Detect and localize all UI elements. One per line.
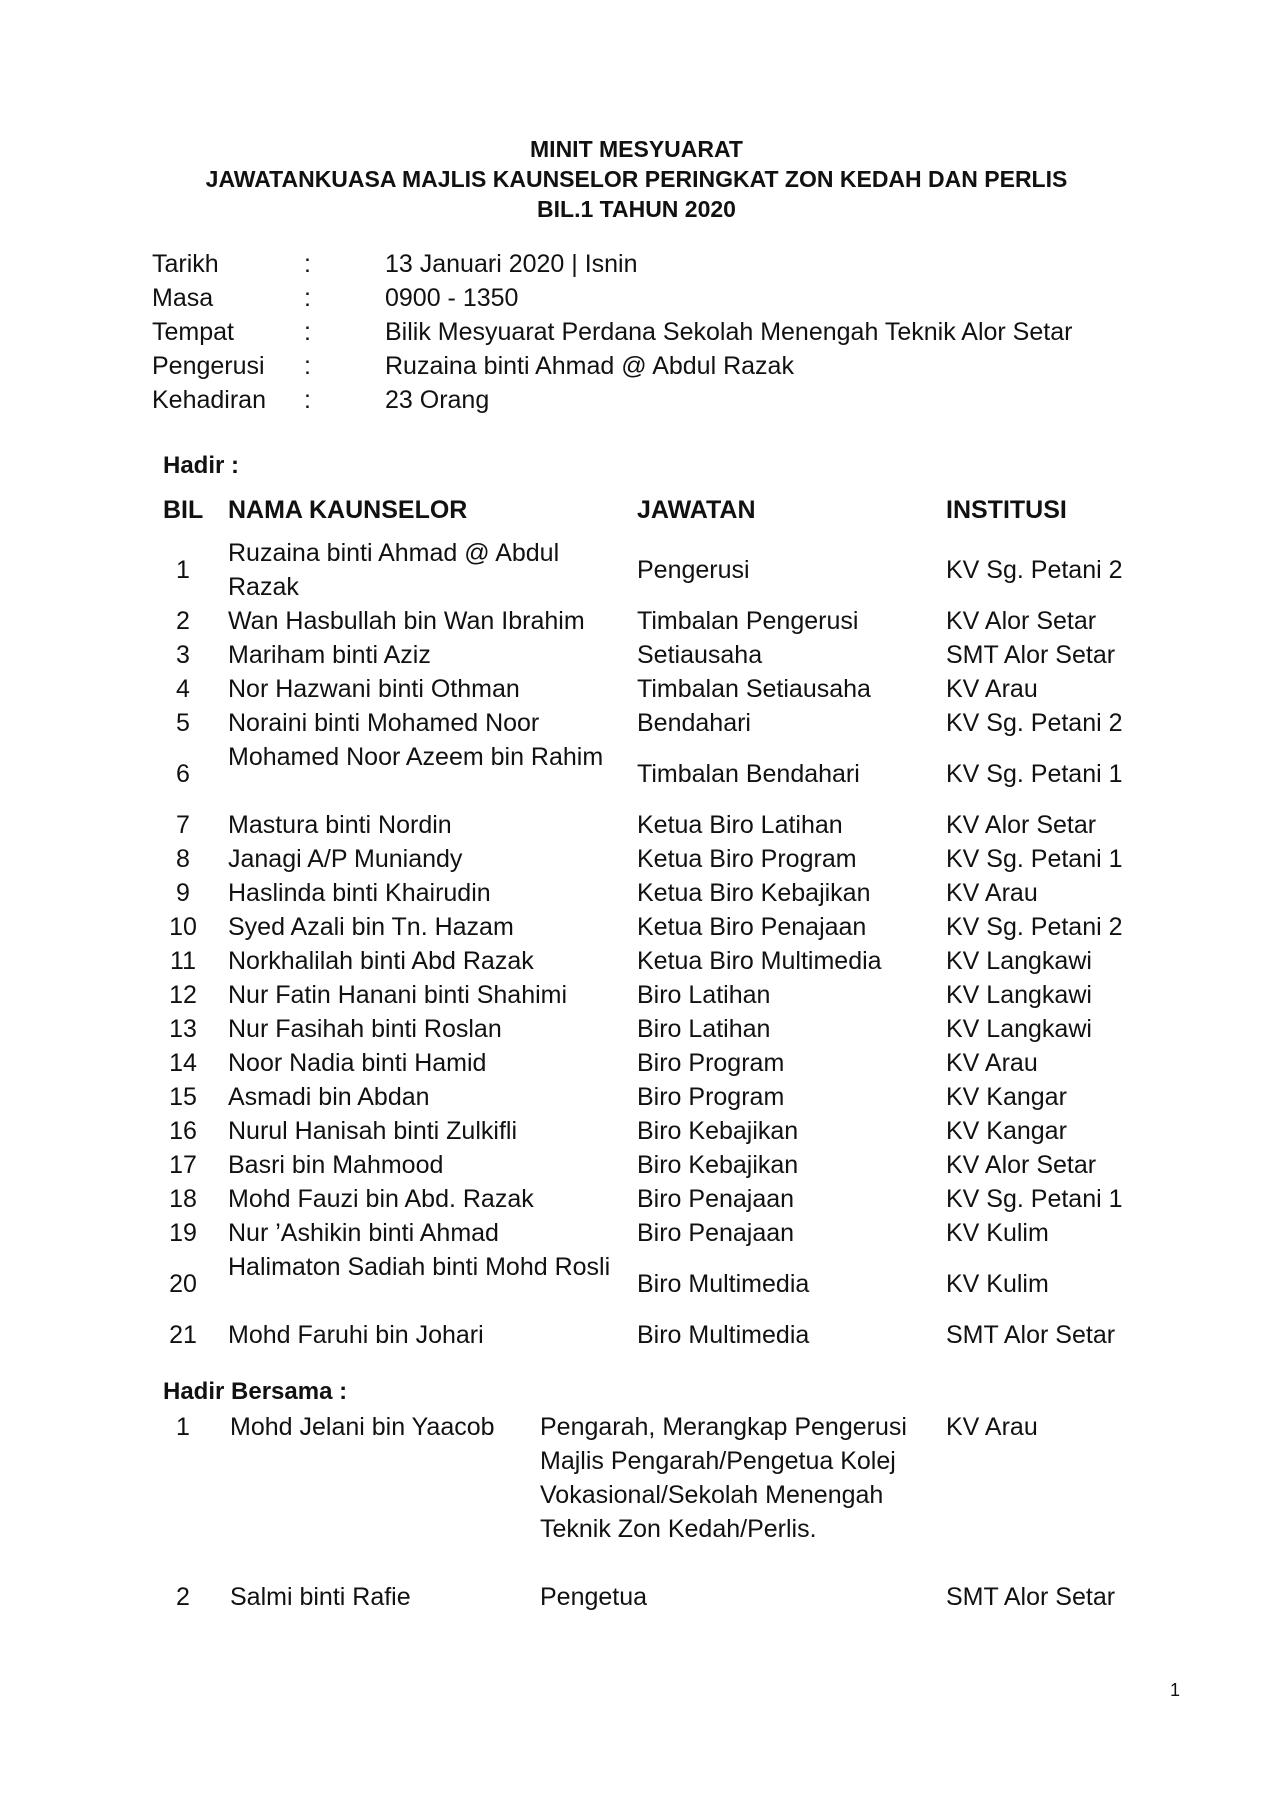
header-institusi: INSTITUSI [946,496,1067,524]
hb-row-institusi: KV Arau [946,1413,1038,1441]
row-nama: Nur ’Ashikin binti Ahmad [228,1219,499,1247]
meta-value: 0900 - 1350 [385,284,519,312]
row-institusi: KV Sg. Petani 1 [946,845,1123,873]
row-nama: Norkhalilah binti Abd Razak [228,947,534,975]
row-nama: Mariham binti Aziz [228,641,431,669]
row-jawatan: Biro Program [637,1049,785,1077]
row-bil: 4 [176,675,190,703]
meta-label: Tempat [152,318,234,346]
hadir-bersama-title: Hadir Bersama : [163,1378,348,1405]
row-jawatan: Biro Latihan [637,1015,771,1043]
header-nama: NAMA KAUNSELOR [228,496,468,524]
row-nama: Janagi A/P Muniandy [228,845,463,873]
hb-row-nama: Mohd Jelani bin Yaacob [230,1413,495,1441]
row-nama: Mohamed Noor Azeem bin Rahim [228,743,604,771]
row-nama: Noraini binti Mohamed Noor [228,709,540,737]
row-bil: 12 [169,981,197,1009]
row-nama: Asmadi bin Abdan [228,1083,430,1111]
row-institusi: KV Sg. Petani 1 [946,760,1123,788]
row-jawatan: Biro Kebajikan [637,1151,799,1179]
row-institusi: KV Alor Setar [946,811,1097,839]
row-jawatan: Ketua Biro Kebajikan [637,879,871,907]
row-institusi: SMT Alor Setar [946,641,1116,669]
meta-sep: : [304,284,311,312]
title-line-2: JAWATANKUASA MAJLIS KAUNSELOR PERINGKAT ZON KEDAH DAN PERLIS [205,166,1068,192]
row-jawatan: Biro Latihan [637,981,771,1009]
row-bil: 8 [176,845,190,873]
row-jawatan: Ketua Biro Program [637,845,857,873]
row-jawatan: Timbalan Bendahari [637,760,860,788]
row-jawatan: Biro Penajaan [637,1219,795,1247]
row-institusi: KV Langkawi [946,1015,1092,1043]
row-institusi: KV Arau [946,675,1038,703]
row-jawatan: Biro Multimedia [637,1321,810,1349]
title-line-1: MINIT MESYUARAT [530,136,743,162]
row-institusi: KV Sg. Petani 2 [946,913,1123,941]
row-bil: 10 [169,913,197,941]
row-institusi: KV Langkawi [946,947,1092,975]
hb-row-bil: 2 [176,1583,190,1611]
row-jawatan: Pengerusi [637,556,750,584]
row-jawatan: Timbalan Setiausaha [637,675,871,703]
hb-row-nama: Salmi binti Rafie [230,1583,411,1611]
row-bil: 7 [176,811,190,839]
title-line-3: BIL.1 TAHUN 2020 [537,196,736,222]
row-nama: Wan Hasbullah bin Wan Ibrahim [228,607,585,635]
hb-row-bil: 1 [176,1413,190,1441]
row-nama: Nor Hazwani binti Othman [228,675,520,703]
meta-value: Bilik Mesyuarat Perdana Sekolah Menengah Teknik Alor Setar [385,318,1073,346]
meta-label: Pengerusi [152,352,265,380]
row-nama: Nurul Hanisah binti Zulkifli [228,1117,518,1145]
meta-sep: : [304,318,311,346]
row-bil: 18 [169,1185,197,1213]
row-institusi: KV Alor Setar [946,607,1097,635]
row-bil: 19 [169,1219,197,1247]
row-institusi: KV Alor Setar [946,1151,1097,1179]
row-institusi: KV Sg. Petani 2 [946,556,1123,584]
row-bil: 1 [176,556,190,584]
row-institusi: KV Kangar [946,1083,1067,1111]
row-nama: Haslinda binti Khairudin [228,879,491,907]
row-bil: 3 [176,641,190,669]
row-institusi: KV Sg. Petani 2 [946,709,1123,737]
row-jawatan: Ketua Biro Multimedia [637,947,882,975]
row-institusi: KV Kulim [946,1219,1049,1247]
hb-row-jawatan: Pengetua [540,1583,648,1611]
meta-value: 23 Orang [385,386,490,414]
row-jawatan: Bendahari [637,709,751,737]
meta-label: Masa [152,284,214,312]
row-nama: Nur Fatin Hanani binti Shahimi [228,981,568,1009]
page-number: 1 [1170,1680,1181,1700]
row-jawatan: Setiausaha [637,641,763,669]
row-jawatan: Timbalan Pengerusi [637,607,859,635]
meta-sep: : [304,386,311,414]
row-jawatan: Ketua Biro Penajaan [637,913,867,941]
meta-label: Tarikh [152,250,219,278]
row-institusi: KV Arau [946,879,1038,907]
meta-sep: : [304,250,311,278]
row-bil: 17 [169,1151,197,1179]
meta-value: Ruzaina binti Ahmad @ Abdul Razak [385,352,794,380]
row-institusi: KV Arau [946,1049,1038,1077]
row-nama: Mohd Faruhi bin Johari [228,1321,484,1349]
row-jawatan: Ketua Biro Latihan [637,811,843,839]
row-nama: Syed Azali bin Tn. Hazam [228,913,514,941]
row-bil: 5 [176,709,190,737]
row-nama: Mohd Fauzi bin Abd. Razak [228,1185,534,1213]
row-bil: 21 [169,1321,197,1349]
row-bil: 6 [176,760,190,788]
meta-label: Kehadiran [152,386,266,414]
row-jawatan: Biro Multimedia [637,1270,810,1298]
row-nama: Ruzaina binti Ahmad @ Abdul Razak [228,539,560,601]
row-institusi: KV Langkawi [946,981,1092,1009]
row-institusi: KV Kangar [946,1117,1067,1145]
row-bil: 13 [169,1015,197,1043]
row-jawatan: Biro Kebajikan [637,1117,799,1145]
row-bil: 14 [169,1049,197,1077]
hb-row-jawatan: Pengarah, Merangkap Pengerusi Majlis Pengarah/Pengetua Kolej Vokasional/Sekolah Menengah Teknik Zon Kedah/Perlis. [540,1413,907,1543]
row-nama: Nur Fasihah binti Roslan [228,1015,502,1043]
row-bil: 15 [169,1083,197,1111]
row-bil: 9 [176,879,190,907]
row-institusi: SMT Alor Setar [946,1321,1116,1349]
row-nama: Mastura binti Nordin [228,811,452,839]
hb-row-institusi: SMT Alor Setar [946,1583,1116,1611]
row-bil: 20 [169,1270,197,1298]
header-jawatan: JAWATAN [637,496,756,524]
row-nama: Noor Nadia binti Hamid [228,1049,487,1077]
hadir-title: Hadir : [163,452,240,479]
row-institusi: KV Kulim [946,1270,1049,1298]
row-bil: 11 [170,947,196,975]
row-bil: 2 [176,607,190,635]
row-jawatan: Biro Penajaan [637,1185,795,1213]
row-jawatan: Biro Program [637,1083,785,1111]
header-bil: BIL [163,496,204,524]
meta-sep: : [304,352,311,380]
row-nama: Basri bin Mahmood [228,1151,444,1179]
meta-value: 13 Januari 2020 | Isnin [385,250,638,278]
row-nama: Halimaton Sadiah binti Mohd Rosli [228,1253,611,1281]
row-institusi: KV Sg. Petani 1 [946,1185,1123,1213]
row-bil: 16 [169,1117,197,1145]
